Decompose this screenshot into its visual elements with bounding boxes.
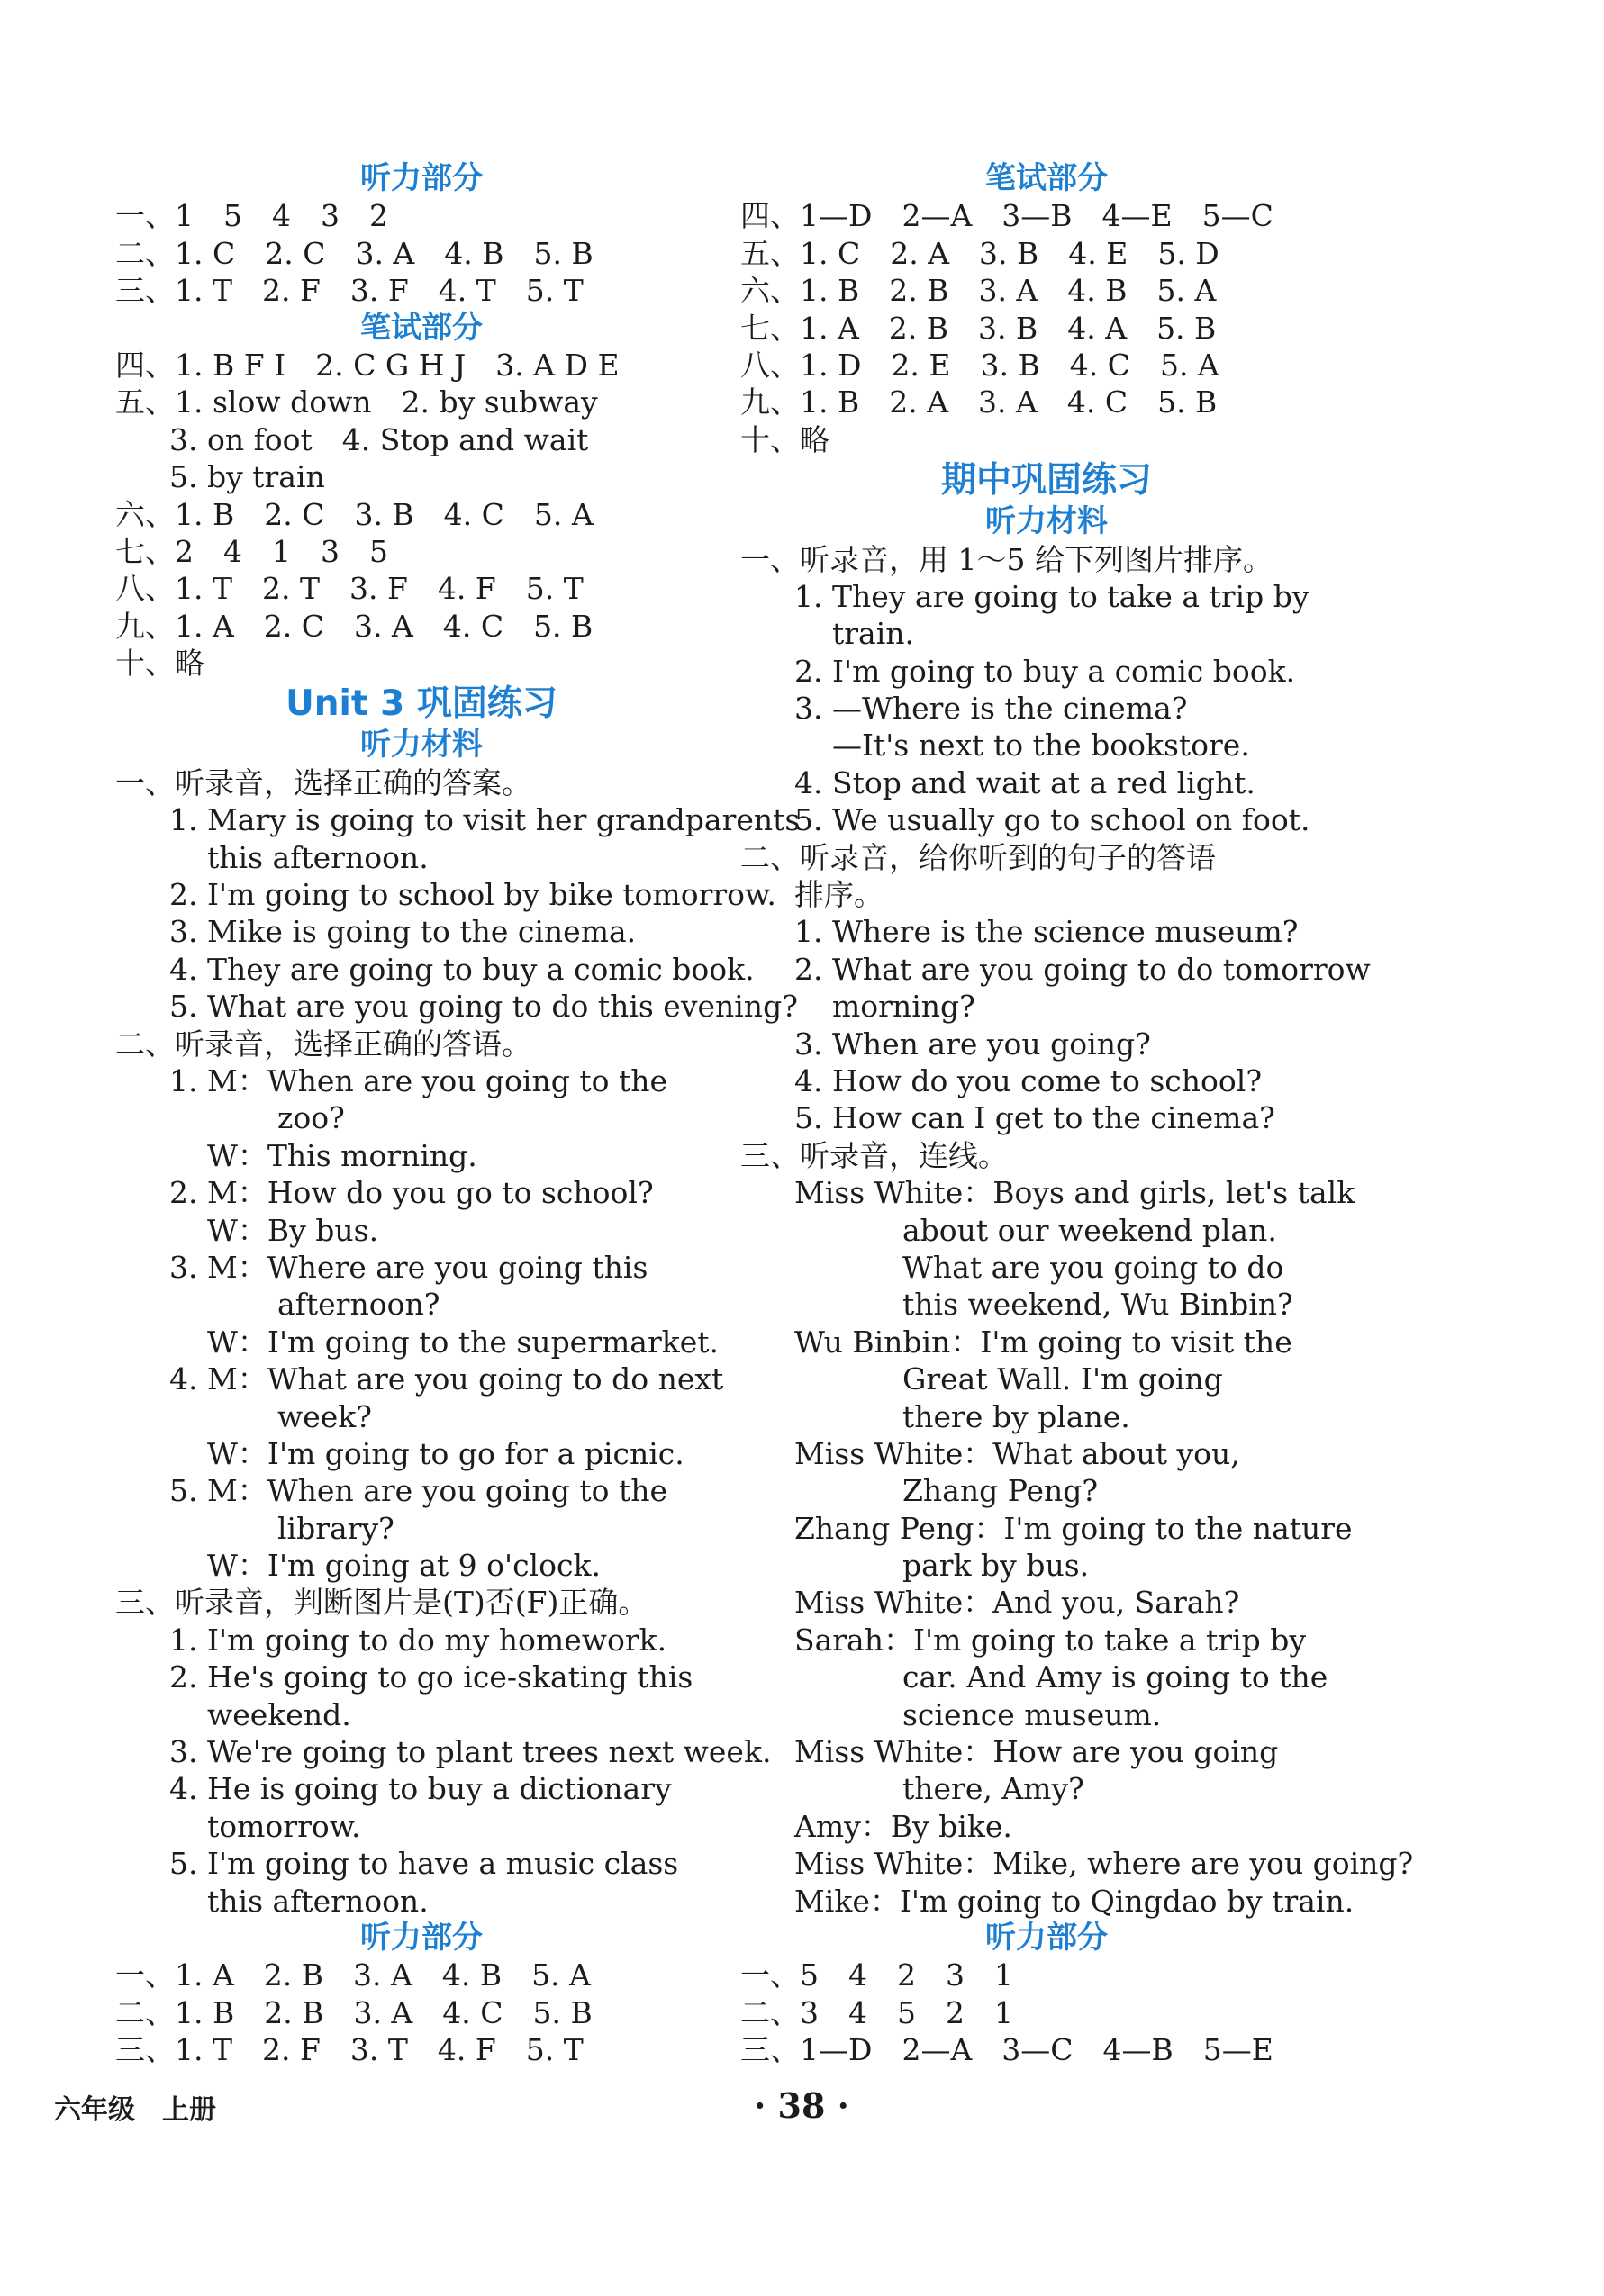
text-line: this weekend, Wu Binbin? [902, 1287, 1293, 1323]
section-heading: 听力部分 [360, 1919, 483, 1956]
text-line: tomorrow. [207, 1808, 361, 1844]
text-line: 一、听录音，选择正确的答案。 [115, 764, 531, 800]
text-line: Miss White：How are you going [794, 1734, 1279, 1770]
text-line: W：By bus. [207, 1212, 379, 1248]
text-line: park by bus. [902, 1548, 1090, 1584]
text-line: 七、2 4 1 3 5 [115, 533, 388, 569]
text-line: there by plane. [902, 1398, 1130, 1434]
text-line: 九、1. A 2. C 3. A 4. C 5. B [115, 608, 594, 644]
text-line: this afternoon. [207, 1883, 429, 1919]
text-line: 一、5 4 2 3 1 [740, 1957, 1013, 1993]
text-line: 三、听录音，连线。 [740, 1137, 1008, 1173]
text-line: W：I'm going to the supermarket. [207, 1324, 720, 1360]
section-heading: 听力材料 [985, 503, 1108, 540]
text-line: this afternoon. [207, 839, 429, 875]
text-line: Wu Binbin：I'm going to visit the [794, 1324, 1292, 1360]
section-heading: 笔试部分 [985, 160, 1108, 196]
text-line: 六、1. B 2. C 3. B 4. C 5. A [115, 496, 594, 532]
text-line: 3. When are you going? [794, 1026, 1151, 1062]
text-line: 十、略 [740, 421, 829, 457]
text-line: Miss White：And you, Sarah? [794, 1585, 1240, 1621]
text-line: What are you going to do [902, 1249, 1284, 1285]
text-line: 4. M：What are you going to do next [169, 1361, 724, 1397]
text-line: 九、1. B 2. A 3. A 4. C 5. B [740, 384, 1218, 420]
text-line: 二、3 4 5 2 1 [740, 1994, 1013, 2030]
text-line: Zhang Peng：I'm going to the nature [794, 1510, 1353, 1546]
text-line: 2. I'm going to school by bike tomorrow. [169, 877, 776, 913]
text-line: Miss White：What about you, [794, 1435, 1240, 1471]
footer-grade: 六年级 上册 [54, 2094, 216, 2126]
text-line: 八、1. T 2. T 3. F 4. F 5. T [115, 571, 584, 607]
text-line: 5. I'm going to have a music class [169, 1846, 679, 1882]
text-line: 一、1. A 2. B 3. A 4. B 5. A [115, 1957, 591, 1993]
text-line: 5. How can I get to the cinema? [794, 1100, 1275, 1136]
left-column [115, 160, 801, 2069]
text-line: weekend. [207, 1696, 351, 1732]
text-line: 五、1. C 2. A 3. B 4. E 5. D [740, 235, 1219, 271]
section-heading: 听力部分 [985, 1919, 1108, 1956]
text-line: 二、听录音，给你听到的句子的答语 [740, 839, 1216, 875]
text-line: 4. How do you come to school? [794, 1062, 1263, 1098]
page-number: · 38 · [754, 2085, 849, 2126]
text-line: 七、1. A 2. B 3. B 4. A 5. B [740, 310, 1217, 346]
text-line: Miss White：Boys and girls, let's talk [794, 1175, 1355, 1211]
text-line: 四、1. B F I 2. C G H J 3. A D E [115, 347, 620, 383]
text-line: 4. They are going to buy a comic book. [169, 951, 755, 987]
right-column [740, 160, 1414, 2069]
text-line: zoo? [277, 1100, 345, 1136]
text-line: Sarah：I'm going to take a trip by [794, 1622, 1306, 1658]
text-line: 一、1 5 4 3 2 [115, 198, 388, 234]
text-line: 2. I'm going to buy a comic book. [794, 653, 1296, 689]
text-line: 二、1. C 2. C 3. A 4. B 5. B [115, 235, 594, 271]
text-line: 四、1—D 2—A 3—B 4—E 5—C [740, 198, 1273, 234]
text-line: 六、1. B 2. B 3. A 4. B 5. A [740, 273, 1217, 309]
text-line: 3. Mike is going to the cinema. [169, 914, 637, 950]
text-line: W：This morning. [207, 1137, 477, 1173]
text-line: afternoon? [277, 1287, 440, 1323]
text-line: 5. We usually go to school on foot. [794, 802, 1310, 838]
text-line: 1. They are going to take a trip by [794, 578, 1309, 614]
text-line: 5. by train [169, 459, 325, 495]
text-line: 三、1—D 2—A 3—C 4—B 5—E [740, 2032, 1273, 2068]
text-line: W：I'm going to go for a picnic. [207, 1435, 684, 1471]
text-line: 二、听录音，选择正确的答语。 [115, 1026, 531, 1062]
text-line: 1. Mary is going to visit her grandparents [169, 802, 801, 838]
section-heading: Unit 3 巩固练习 [285, 683, 557, 725]
text-line: Mike：I'm going to Qingdao by train. [794, 1883, 1355, 1919]
text-line: 1. Where is the science museum? [794, 914, 1299, 950]
text-line: Miss White：Mike, where are you going? [794, 1846, 1414, 1882]
text-line: —It's next to the bookstore. [832, 728, 1250, 764]
text-line: 4. He is going to buy a dictionary [169, 1771, 672, 1807]
text-line: 二、1. B 2. B 3. A 4. C 5. B [115, 1994, 593, 2030]
text-line: there, Amy? [902, 1771, 1084, 1807]
text-line: train. [832, 616, 915, 652]
text-line: 3. —Where is the cinema? [794, 691, 1188, 727]
text-line: 4. Stop and wait at a red light. [794, 764, 1255, 800]
text-line: 3. M：Where are you going this [169, 1249, 648, 1285]
text-line: 3. on foot 4. Stop and wait [169, 421, 589, 457]
text-line: car. And Amy is going to the [902, 1659, 1328, 1695]
text-line: week? [277, 1398, 372, 1434]
section-heading: 听力材料 [360, 727, 483, 764]
text-line: 2. He's going to go ice-skating this [169, 1659, 693, 1695]
text-line: 5. M：When are you going to the [169, 1473, 668, 1509]
section-heading: 笔试部分 [360, 309, 483, 346]
text-line: 1. I'm going to do my homework. [169, 1622, 667, 1658]
text-line: W：I'm going at 9 o'clock. [207, 1548, 601, 1584]
text-line: 三、1. T 2. F 3. F 4. T 5. T [115, 273, 584, 309]
text-line: 5. What are you going to do this evening? [169, 989, 798, 1025]
section-heading: 听力部分 [360, 160, 483, 196]
text-line: library? [277, 1510, 394, 1546]
text-line: about our weekend plan. [902, 1212, 1277, 1248]
text-line: 3. We're going to plant trees next week. [169, 1734, 772, 1770]
text-line: 八、1. D 2. E 3. B 4. C 5. A [740, 347, 1219, 383]
text-line: Zhang Peng? [902, 1473, 1099, 1509]
text-line: 三、听录音，判断图片是(T)否(F)正确。 [115, 1585, 648, 1621]
text-line: 2. M：How do you go to school? [169, 1175, 654, 1211]
text-line: Great Wall. I'm going [902, 1361, 1223, 1397]
text-line: 十、略 [115, 646, 204, 682]
text-line: science museum. [902, 1696, 1162, 1732]
text-line: 三、1. T 2. F 3. T 4. F 5. T [115, 2032, 584, 2068]
text-line: morning? [832, 989, 975, 1025]
text-line: 五、1. slow down 2. by subway [115, 384, 598, 420]
text-line: 2. What are you going to do tomorrow [794, 951, 1371, 987]
text-line: 1. M：When are you going to the [169, 1062, 668, 1098]
text-line: Amy：By bike. [794, 1808, 1012, 1844]
text-line: 一、听录音，用 1～5 给下列图片排序。 [740, 541, 1273, 577]
section-heading: 期中巩固练习 [940, 460, 1152, 502]
text-line: 排序。 [794, 877, 884, 913]
